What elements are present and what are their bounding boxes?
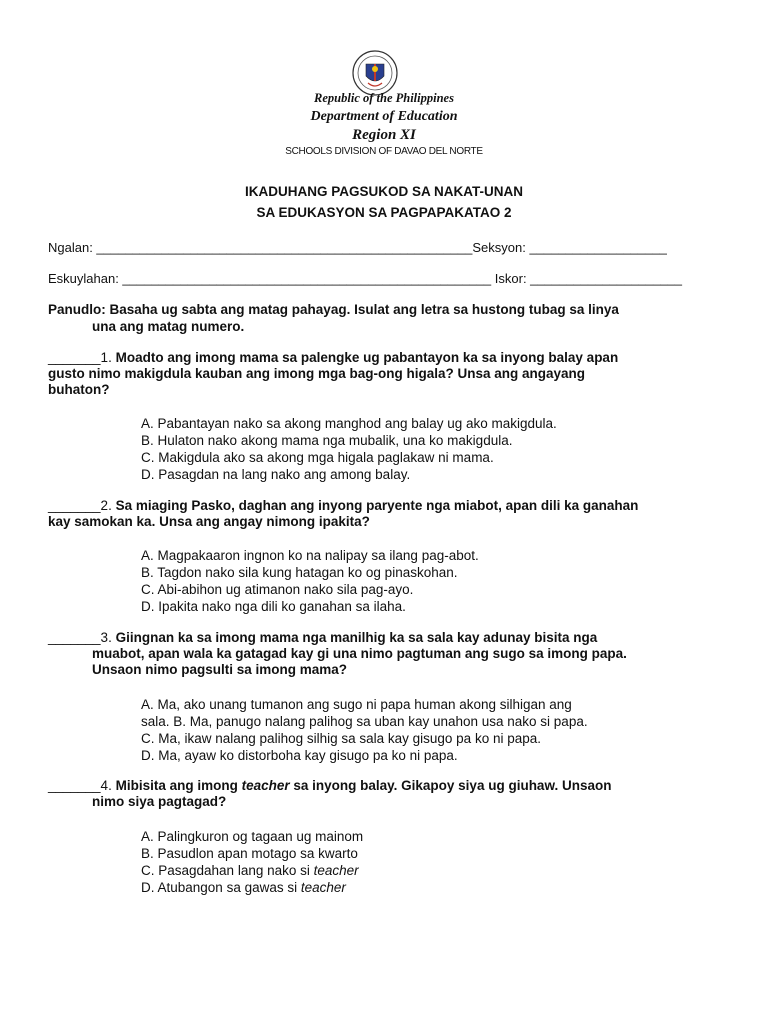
- question-stem: Giingnan ka sa imong mama nga manilhig ka sa sala kay adunay bisita nga: [115, 630, 598, 645]
- option-italic: teacher: [313, 863, 359, 878]
- option-italic: teacher: [300, 880, 346, 895]
- option: B. Tagdon nako sila kung hatagan ko og pinaskohan.: [141, 565, 458, 580]
- instructions-line1: Panudlo: Basaha ug sabta ang matag pahayag. Isulat ang letra sa hustong tubag sa linya: [48, 302, 619, 317]
- question-3: [48, 630, 738, 678]
- school-score-field: Eskuylahan: ___________________________________________________ Iskor: _____________________: [48, 271, 682, 286]
- name-section-field: Ngalan: ____________________________________________________Seksyon: ___________________: [48, 240, 667, 255]
- answer-blank: _______3.: [48, 630, 116, 645]
- question-stem: gusto nimo makigdula kauban ang imong mga bag-ong higala? Unsa ang angayang: [48, 366, 586, 381]
- question-stem-italic: teacher: [241, 778, 290, 793]
- question-stem: Sa miaging Pasko, daghan ang inyong paryente nga miabot, apan dili ka ganahan: [115, 498, 639, 513]
- exam-title-line2: SA EDUKASYON SA PAGPAPAKATAO 2: [256, 205, 512, 220]
- question-1: [48, 350, 738, 398]
- question-stem: Moadto ang imong mama sa palengke ug pabantayon ka sa inyong balay apan: [115, 350, 619, 365]
- option: B. Pasudlon apan motago sa kwarto: [141, 846, 358, 861]
- exam-title-line1: IKADUHANG PAGSUKOD SA NAKAT-UNAN: [245, 184, 523, 199]
- option: [141, 862, 363, 879]
- option-text: C. Pasagdahan lang nako si: [141, 863, 314, 878]
- question-stem: muabot, apan wala ka gatagad kay gi una nimo pagtuman ang sugo sa imong papa.: [92, 646, 627, 661]
- question-stem: buhaton?: [48, 382, 110, 397]
- question-stem: kay samokan ka. Unsa ang angay nimong ipakita?: [48, 514, 370, 529]
- option: D. Ipakita nako nga dili ko ganahan sa ilaha.: [141, 599, 406, 614]
- department-line: Department of Education: [310, 109, 458, 124]
- question-stem: sa inyong balay. Gikapoy siya ug giuhaw. Unsaon: [289, 778, 612, 793]
- question-stem: Unsaon nimo pagsulti sa imong mama?: [92, 662, 348, 677]
- question-stem: nimo siya pagtagad?: [92, 794, 227, 809]
- question-2-options: [141, 547, 479, 615]
- question-3-options: [141, 696, 588, 764]
- question-4: [48, 778, 738, 810]
- question-4-options: [141, 828, 363, 896]
- option: sala. B. Ma, panugo nalang palihog sa uban kay unahon usa nako si papa.: [141, 714, 588, 729]
- answer-blank: _______2.: [48, 498, 116, 513]
- answer-blank: _______1.: [48, 350, 116, 365]
- option-text: D. Atubangon sa gawas si: [141, 880, 301, 895]
- option: C. Ma, ikaw nalang palihog silhig sa sala kay gisugo pa ko ni papa.: [141, 731, 541, 746]
- option: A. Pabantayan nako sa akong manghod ang balay ug ako makigdula.: [141, 416, 557, 431]
- option: A. Magpakaaron ingnon ko na nalipay sa ilang pag-abot.: [141, 548, 479, 563]
- deped-seal-icon: [352, 50, 398, 96]
- instructions: [48, 301, 738, 335]
- option: [141, 879, 363, 896]
- answer-blank: _______4.: [48, 778, 116, 793]
- option: A. Ma, ako unang tumanon ang sugo ni papa human akong silhigan ang: [141, 697, 572, 712]
- republic-line: Republic of the Philippines: [314, 91, 454, 105]
- option: D. Pasagdan na lang nako ang among balay.: [141, 467, 411, 482]
- option: A. Palingkuron og tagaan ug mainom: [141, 829, 364, 844]
- option: B. Hulaton nako akong mama nga mubalik, una ko makigdula.: [141, 433, 513, 448]
- question-stem: Mibisita ang imong: [115, 778, 242, 793]
- question-2: [48, 498, 738, 530]
- instructions-line2: una ang matag numero.: [92, 319, 245, 334]
- option: D. Ma, ayaw ko distorboha kay gisugo pa ko ni papa.: [141, 748, 458, 763]
- region-line: Region XI: [352, 127, 416, 143]
- question-1-options: [141, 415, 557, 483]
- division-line: SCHOOLS DIVISION OF DAVAO DEL NORTE: [285, 146, 483, 157]
- option: C. Abi-abihon ug atimanon nako sila pag-ayo.: [141, 582, 414, 597]
- option: C. Makigdula ako sa akong mga higala paglakaw ni mama.: [141, 450, 494, 465]
